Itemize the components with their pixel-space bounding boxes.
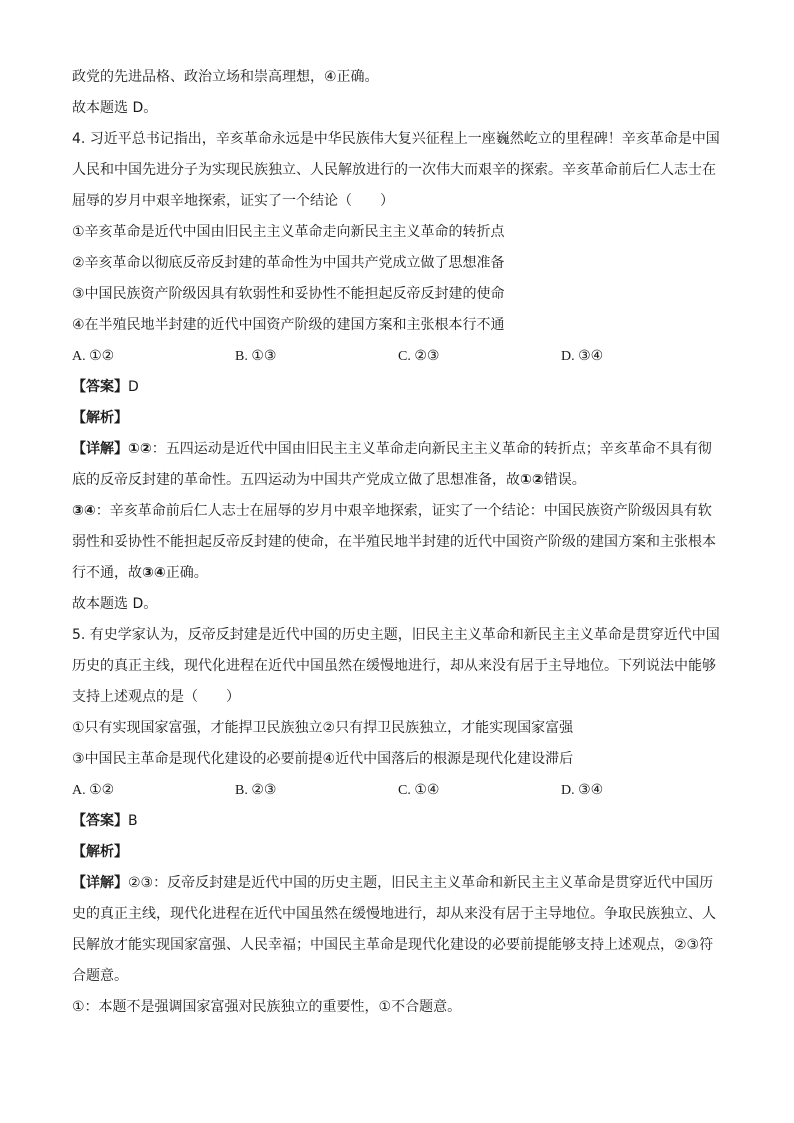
q4-stem-line-2: 人民和中国先进分子为实现民族独立、人民解放进行的一次伟大而艰辛的探索。辛亥革命前后仁人志士在 xyxy=(72,162,716,178)
q5-detail-line-1: 【详解】②③：反帝反封建是近代中国的历史主题，旧民主主义革命和新民主主义革命是贯穿近代中国历 xyxy=(72,875,714,891)
q4-detail-2-line-3: 行不通，故③④正确。 xyxy=(72,565,208,581)
q4-options xyxy=(72,341,726,372)
q5-answer-label: 【答案】 xyxy=(72,813,128,829)
q4-answer-value: D xyxy=(128,379,139,395)
q5-item-2: ③中国民主革命是现代化建设的必要前提④近代中国落后的根源是现代化建设滞后 xyxy=(72,751,574,767)
q5-detail-line-4: 合题意。 xyxy=(72,968,128,984)
q4-answer xyxy=(72,372,726,403)
q5-stem-line-3: 支持上述观点的是（ ） xyxy=(72,689,240,705)
q5-detail-line-2: 史的真正主线，现代化进程在近代中国虽然在缓慢地进行，却从来没有居于主导地位。争取民族独立、人 xyxy=(72,906,716,922)
q5-option-b: B. ②③ xyxy=(235,783,277,798)
q5-detail-line-5: ①：本题不是强调国家富强对民族独立的重要性，①不合题意。 xyxy=(72,999,462,1015)
prev-answer-tail: 政党的先进品格、政治立场和崇高理想，④正确。 xyxy=(72,69,379,85)
q4-detail-1-line-1: 【详解】①②：五四运动是近代中国由旧民主主义革命走向新民主主义革命的转折点；辛亥革命不具有彻 xyxy=(72,441,712,457)
q4-item-1: ①辛亥革命是近代中国由旧民主主义革命走向新民主主义革命的转折点 xyxy=(72,224,505,240)
q4-stem-line-3: 屈辱的岁月中艰辛地探索，证实了一个结论（ ） xyxy=(72,193,394,209)
q4-detail-label: 【详解】 xyxy=(72,441,128,457)
q4-conclusion: 故本题选 D。 xyxy=(72,596,158,612)
q4-stem-line-1: 4. 习近平总书记指出，辛亥革命永远是中华民族伟大复兴征程上一座巍然屹立的里程碑！辛亥革命是中国 xyxy=(72,131,720,147)
q5-analysis-label: 【解析】 xyxy=(72,844,128,860)
q4-detail-1-nums: ①② xyxy=(128,441,152,457)
q4-detail-1-line-2: 底的反帝反封建的革命性。五四运动为中国共产党成立做了思想准备，故①②错误。 xyxy=(72,472,586,488)
q4-option-d: D. ③④ xyxy=(561,349,604,364)
q4-option-c: C. ②③ xyxy=(398,349,440,364)
q4-detail-2-nums: ③④ xyxy=(72,503,96,519)
q5-answer-value: B xyxy=(128,813,138,829)
q5-detail-line-3: 民解放才能实现国家富强、人民幸福；中国民主革命是现代化建设的必要前提能够支持上述观点，②③符 xyxy=(72,937,714,953)
q5-detail-label: 【详解】 xyxy=(72,875,128,891)
q5-stem-line-2: 历史的真正主线，现代化进程在近代中国虽然在缓慢地进行，却从来没有居于主导地位。下列说法中能够 xyxy=(72,658,716,674)
prev-conclusion: 故本题选 D。 xyxy=(72,100,158,116)
q5-option-c: C. ①④ xyxy=(398,783,440,798)
q4-option-a: A. ①② xyxy=(72,349,115,364)
q5-answer xyxy=(72,806,726,837)
q5-options xyxy=(72,775,726,806)
q5-stem-line-1: 5. 有史学家认为，反帝反封建是近代中国的历史主题，旧民主主义革命和新民主主义革命是贯穿近代中国 xyxy=(72,627,720,643)
document-page xyxy=(72,62,726,1023)
q4-detail-2-line-1: ③④：辛亥革命前后仁人志士在屈辱的岁月中艰辛地探索，证实了一个结论：中国民族资产阶级因具有软 xyxy=(72,503,712,519)
q4-analysis-label: 【解析】 xyxy=(72,410,128,426)
q5-option-d: D. ③④ xyxy=(561,783,604,798)
q4-answer-label: 【答案】 xyxy=(72,379,128,395)
q4-item-3: ③中国民族资产阶级因具有软弱性和妥协性不能担起反帝反封建的使命 xyxy=(72,286,505,302)
q4-item-4: ④在半殖民地半封建的近代中国资产阶级的建国方案和主张根本行不通 xyxy=(72,317,505,333)
q4-item-2: ②辛亥革命以彻底反帝反封建的革命性为中国共产党成立做了思想准备 xyxy=(72,255,505,271)
q4-detail-2-line-2: 弱性和妥协性不能担起反帝反封建的使命，在半殖民地半封建的近代中国资产阶级的建国方案和主张根本 xyxy=(72,534,716,550)
q4-option-b: B. ①③ xyxy=(235,349,277,364)
q5-item-1: ①只有实现国家富强，才能捍卫民族独立②只有捍卫民族独立，才能实现国家富强 xyxy=(72,720,574,736)
q5-option-a: A. ①② xyxy=(72,783,115,798)
